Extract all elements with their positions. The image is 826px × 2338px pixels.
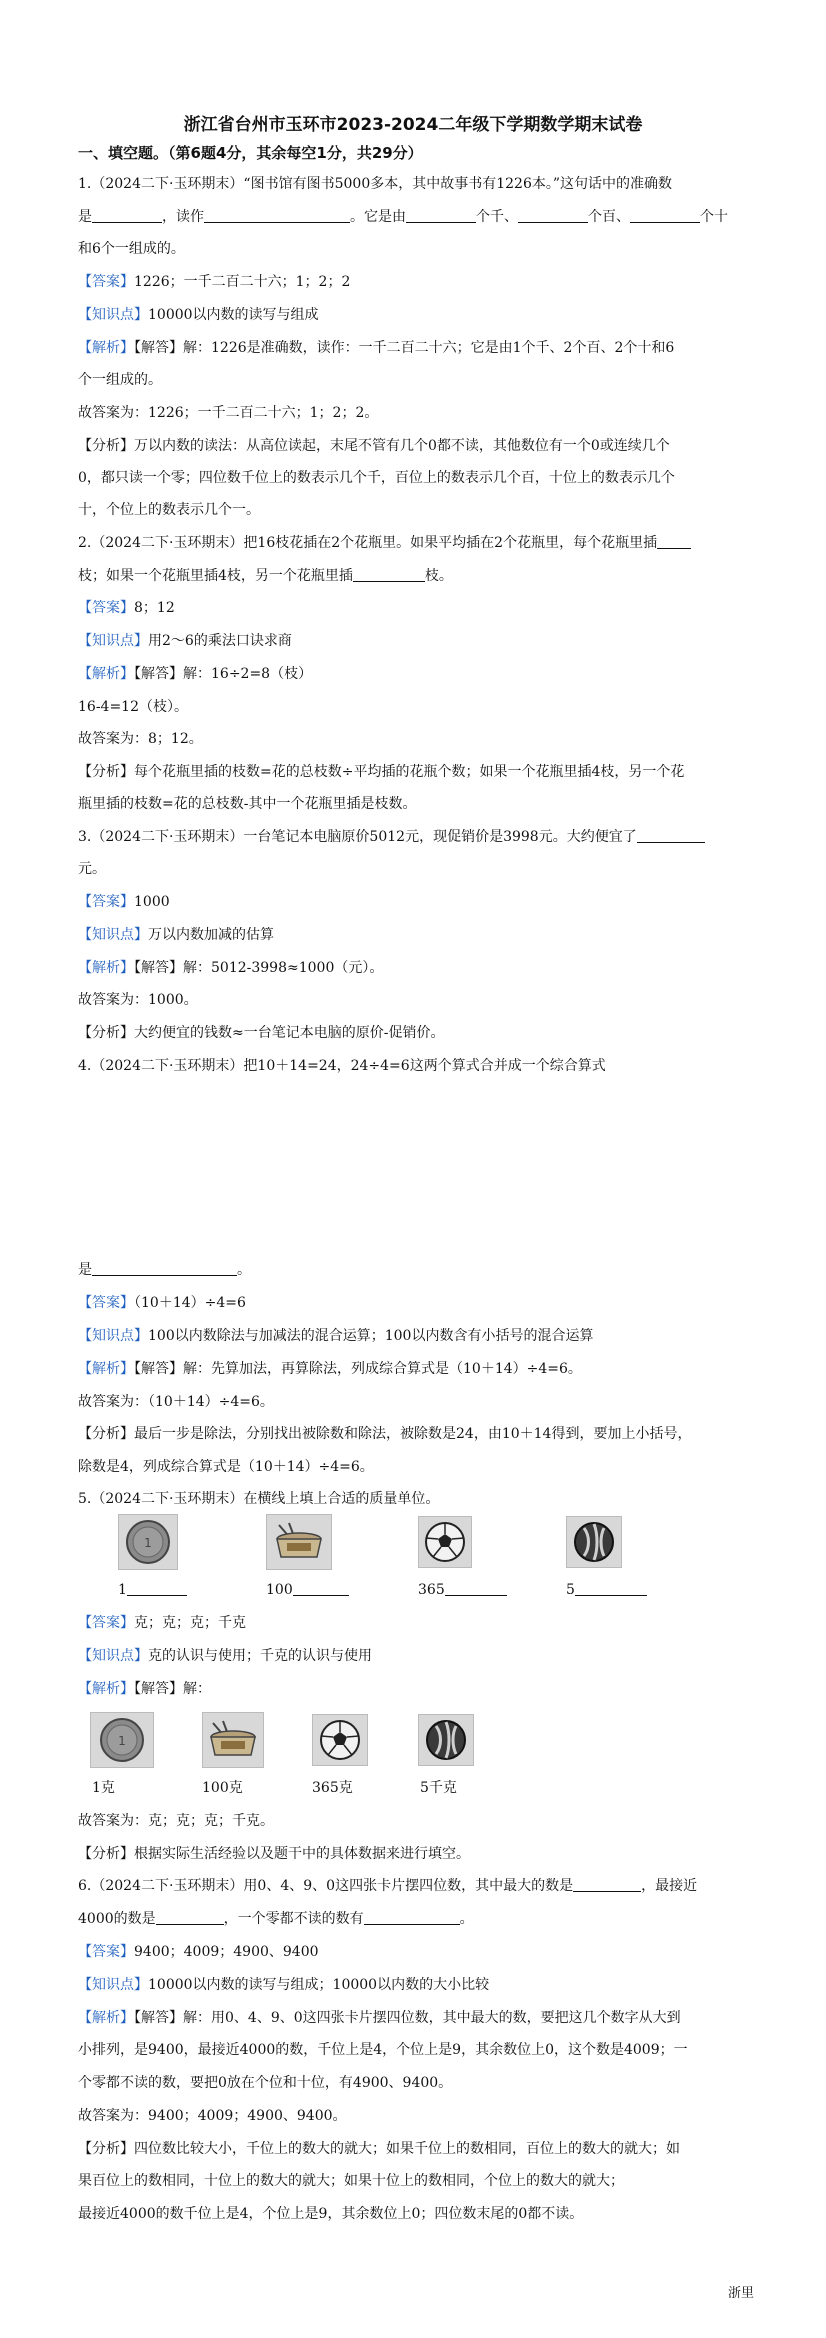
q2-analysis-line1: 【解析】【解答】解：16÷2=8（枝） (78, 666, 313, 682)
q5-summary: 【分析】根据实际生活经验以及题干中的具体数据来进行填空。 (78, 1846, 470, 1862)
q5-blank-2[interactable] (293, 1580, 349, 1596)
q3-stem-line2: 元。 (78, 861, 106, 877)
q2-analysis-line2: 16-4=12（枝）。 (78, 699, 188, 715)
q1-blank-1[interactable] (92, 207, 162, 223)
q1-result: 故答案为：1226；一千二百二十六；1；2；2。 (78, 405, 379, 421)
q5-fill-3: 365 (418, 1580, 507, 1600)
q6-blank-1[interactable] (573, 1876, 641, 1892)
q6-summary-line1: 【分析】四位数比较大小，千位上的数大的就大；如果千位上的数相同，百位上的数大的就大；如 (78, 2141, 680, 2157)
q2-blank-1[interactable] (657, 533, 691, 549)
q4-summary-line1: 【分析】最后一步是除法，分别找出被除数和除法，被除数是24，由10＋14得到，要加上小括号， (78, 1426, 692, 1442)
q6-summary-line3: 最接近4000的数千位上是4，个位上是9，其余数位上0；四位数末尾的0都不读。 (78, 2206, 584, 2222)
q2-blank-2[interactable] (353, 566, 425, 582)
q1-blank-5[interactable] (630, 207, 700, 223)
svg-text:1: 1 (118, 1734, 126, 1748)
q2-summary-line1: 【分析】每个花瓶里插的枝数=花的总枝数÷平均插的花瓶个数；如果一个花瓶里插4枝，另一个花 (78, 764, 685, 780)
q5-stem: 5.（2024二下·玉环期末）在横线上填上合适的质量单位。 (78, 1491, 440, 1507)
q5-answer-label-2: 100克 (202, 1780, 243, 1796)
q6-analysis-line1: 【解析】【解答】解：用0、4、9、0这四张卡片摆四位数，其中最大的数，要把这几个数字从大到 (78, 2010, 681, 2026)
coin-icon (90, 1712, 154, 1768)
q6-stem-line2: 4000的数是 ，一个零都不读的数有 。 (78, 1911, 474, 1927)
bowl-icon (266, 1514, 332, 1570)
q4-answer: 【答案】（10＋14）÷4=6 (78, 1295, 246, 1311)
q4-knowledge: 【知识点】100以内数除法与加减法的混合运算；100以内数含有小括号的混合运算 (78, 1328, 594, 1344)
q6-analysis-line2: 小排列，是9400，最接近4000的数，千位上是4，个位上是9，其余数位上0，这个数是4009；一 (78, 2042, 688, 2058)
q5-fill-1: 1 (118, 1580, 187, 1600)
q2-result: 故答案为：8；12。 (78, 731, 203, 747)
q5-analysis: 【解析】【解答】解： (78, 1681, 211, 1697)
q4-analysis: 【解析】【解答】解：先算加法，再算除法，列成综合算式是（10＋14）÷4=6。 (78, 1361, 582, 1377)
q1-stem-line2: 是 ，读作 。它是由 个千、 个百、 个十 (78, 209, 728, 225)
q1-knowledge: 【知识点】10000以内数的读写与组成 (78, 307, 319, 323)
q5-blank-1[interactable] (127, 1580, 187, 1596)
q6-blank-3[interactable] (364, 1909, 460, 1925)
q1-analysis-line1: 【解析】【解答】解：1226是准确数，读作：一千二百二十六；它是由1个千、2个百、2个十和6 (78, 340, 675, 356)
svg-text:1: 1 (144, 1536, 152, 1550)
q1-blank-4[interactable] (518, 207, 588, 223)
q6-stem-line1: 6.（2024二下·玉环期末）用0、4、9、0这四张卡片摆四位数，其中最大的数是 ，最接近 (78, 1878, 698, 1894)
q2-summary-line2: 瓶里插的枝数=花的总枝数-其中一个花瓶里插是枝数。 (78, 796, 417, 812)
q1-stem-line1: 1.（2024二下·玉环期末）“图书馆有图书5000多本，其中故事书有1226本。”这句话中的准确数 (78, 176, 673, 192)
q1-blank-2[interactable] (204, 207, 350, 223)
bowl-icon (202, 1712, 264, 1768)
q5-blank-4[interactable] (575, 1580, 647, 1596)
q6-answer: 【答案】9400；4009；4900、9400 (78, 1944, 319, 1960)
footer-label: 浙里 (727, 2286, 754, 2301)
q6-result: 故答案为：9400；4009；4900、9400。 (78, 2108, 347, 2124)
q5-knowledge: 【知识点】克的认识与使用；千克的认识与使用 (78, 1648, 372, 1664)
q2-stem-line1: 2.（2024二下·玉环期末）把16枝花插在2个花瓶里。如果平均插在2个花瓶里，每个花瓶里插 (78, 533, 758, 553)
q2-stem-line2: 枝；如果一个花瓶里插4枝，另一个花瓶里插 枝。 (78, 568, 453, 584)
q3-answer: 【答案】1000 (78, 894, 170, 910)
watermelon-icon (418, 1714, 474, 1766)
watermelon-icon (566, 1516, 622, 1568)
q1-summary-line2: 0，都只读一个零；四位数千位上的数表示几个千，百位上的数表示几个百，十位上的数表示几个 (78, 470, 675, 486)
q6-summary-line2: 果百位上的数相同，十位上的数大的就大；如果十位上的数相同，个位上的数大的就大； (78, 2173, 624, 2189)
q5-blank-3[interactable] (445, 1580, 507, 1596)
q1-answer: 【答案】1226；一千二百二十六；1；2；2 (78, 274, 351, 290)
q6-knowledge: 【知识点】10000以内数的读写与组成；10000以内数的大小比较 (78, 1977, 490, 1993)
section-heading: 一、填空题。（第6题4分，其余每空1分，共29分） (78, 144, 423, 162)
q5-answer-label-1: 1克 (92, 1780, 115, 1796)
q3-knowledge: 【知识点】万以内数加减的估算 (78, 927, 274, 943)
soccer-ball-icon (312, 1714, 368, 1766)
q3-stem-line1: 3.（2024二下·玉环期末）一台笔记本电脑原价5012元，现促销价是3998元。大约便宜了 (78, 827, 758, 847)
q4-stem-line1: 4.（2024二下·玉环期末）把10＋14=24，24÷4=6这两个算式合并成一个综合算式 (78, 1058, 606, 1074)
q1-analysis-line2: 个一组成的。 (78, 372, 162, 388)
q6-analysis-line3: 个零都不读的数，要把0放在个位和十位，有4900、9400。 (78, 2075, 453, 2091)
q1-summary-line1: 【分析】万以内数的读法：从高位读起，末尾不管有几个0都不读，其他数位有一个0或连续几个 (78, 438, 670, 454)
q5-result: 故答案为：克；克；克；千克。 (78, 1813, 274, 1829)
q2-knowledge: 【知识点】用2～6的乘法口诀求商 (78, 633, 292, 649)
page-title: 浙江省台州市玉环市2023-2024二年级下学期数学期末试卷 (183, 115, 643, 135)
q1-summary-line3: 十，个位上的数表示几个一。 (78, 502, 260, 518)
q4-summary-line2: 除数是4，列成综合算式是（10＋14）÷4=6。 (78, 1459, 374, 1475)
q4-blank[interactable] (92, 1260, 237, 1276)
q5-answer: 【答案】克；克；克；千克 (78, 1615, 246, 1631)
q4-result: 故答案为：（10＋14）÷4=6。 (78, 1394, 274, 1410)
q3-blank[interactable] (637, 827, 705, 843)
q1-stem-line3: 和6个一组成的。 (78, 241, 185, 257)
q3-analysis: 【解析】【解答】解：5012-3998≈1000（元）。 (78, 960, 384, 976)
coin-icon (118, 1514, 178, 1570)
q5-fill-2: 100 (266, 1580, 349, 1600)
q6-blank-2[interactable] (156, 1909, 224, 1925)
q1-blank-3[interactable] (406, 207, 476, 223)
q2-answer: 【答案】8；12 (78, 600, 175, 616)
q3-summary: 【分析】大约便宜的钱数≈一台笔记本电脑的原价-促销价。 (78, 1025, 445, 1041)
q5-fill-4: 5 (566, 1580, 647, 1600)
q5-answer-label-3: 365克 (312, 1780, 353, 1796)
q3-result: 故答案为：1000。 (78, 992, 198, 1008)
q4-stem-line2: 是 。 (78, 1262, 251, 1278)
soccer-ball-icon (418, 1516, 472, 1568)
q5-answer-label-4: 5千克 (420, 1780, 457, 1796)
